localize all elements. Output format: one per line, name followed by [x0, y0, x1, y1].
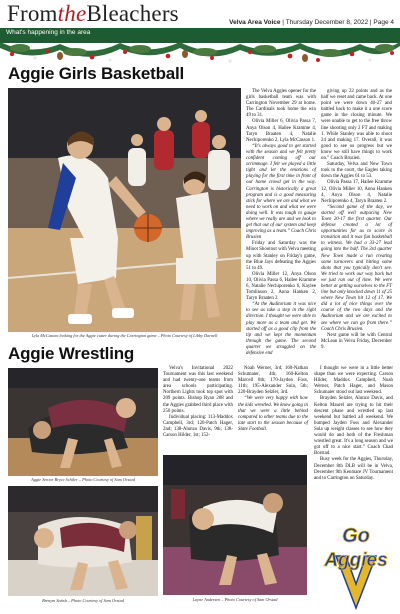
article-paragraph: Next game will be with Central McLean in Velva Friday, December 9. [321, 332, 392, 350]
tagline: What's happening in the area [6, 29, 91, 36]
article-paragraph: Velva's Invitational 2022 Tournament was this last weekend and had twenty-one teams from area schools participating. Northern Lights took top spot with 209 points. Bishop Ryan 208 and the Aggies grabbed third place with 250 points. [163, 366, 233, 414]
go-aggies-logo [316, 520, 396, 610]
article-paragraph: Olivia Miller 6, Olivia Passa 7, Anya Olson 4, Hailee Kramme 4, Taryn Braaten 4, Natalie Nechiporenko 2, Lyla McCasson 1. [246, 119, 316, 143]
wrestling-photo-andersen [163, 455, 307, 595]
basketball-photo-caption: Lyla McCasson looking for the Aggie cutter during the Carrington game – Photo Courtesy of Libby Darnell [31, 333, 218, 338]
article-paragraph: “Second game of the day, we started off well outpacing New Town 20-17 the first quarter. Our defense created a lot of opportunities for us to score in transition and it was fun basketball to witness. We had a 33-27 lead going into the half. The 3rd quarter New Town made a run creating some turnovers and hitting some shots that you typically don't see. We tried to work our way back but we just ran out of time. We were better at getting ourselves to the FT line but only knocked down 11 of 25 where New Town hit 12 of 17. We did a lot of nice things over the course of the two days and the Auditorium and we are excited to see where we can go from there.” Coach Chris Brusien. [321, 204, 392, 332]
article-paragraph: Olivia Passa 17, Hailee Kramme 12, Olivia Miller 10, Anna Hanken 4, Anya Olson 4, Natalie Nechiporenko 4, Taryn Braaten 2. [321, 180, 392, 204]
article-paragraph: Friday and Saturday was the Minot Shootout with Velva meeting up with Stanley on Friday's game, the Blue Jays defeating the Aggies 51 to 49. [246, 241, 317, 271]
article-paragraph: “We were very happy with how the kids wrestled. We know going in that we were a little behind compared to other teams due to the late start to the season because of State Football. [238, 396, 308, 432]
section-title: FromtheBleachers [7, 1, 179, 26]
garland-decoration [0, 34, 400, 66]
wrestling-photo-schiler [8, 368, 158, 476]
article-paragraph: The Velva Aggies opener for the girls basketball team was with Carrington November 29 at home. The Cardinals took home the win 49 to 31. [246, 89, 316, 119]
article-paragraph: Brayden Selzler, Alonzo Davis, and Kelton Maurel are trying to hit their descent phase and wrestled up last weekend but battled all weekend. We bumped Jayden Foss and Alexander Sola up weight classes to see how they would do and both of the Freshman wrestled great. It's a long season and we got off to a nice start.” Coach Chad Borstad. [314, 396, 393, 457]
basketball-heading: Aggie Girls Basketball [8, 64, 185, 83]
article-paragraph: “It's always good to get started with the season and we felt pretty confident coming off our scrimmage. I felt we played a little tight and let the emotions of playing for the first time in front of our home crowd get in the way. Carrington is historically a great program and is a good measuring stick for where we are and what we need to work on and what we were doing well. It was tough to gauge where we really are and we look to get that out of our system and keep improving as a team.” Coach Chris Brusien [246, 143, 316, 241]
article-paragraph: Busy week for the Aggies, Thursday, December 8th DLB will be in Velva, December 9th Kenmare JV Tournament and to Carrington on Saturday. [314, 457, 393, 481]
paper-name: Velva Area Voice [229, 19, 281, 26]
page-number: Page 4 [373, 19, 394, 26]
wrestling-photo-satish [8, 486, 158, 596]
issue-info: Velva Area Voice | Thursday December 8, 2022 | Page 4 [229, 19, 394, 26]
logo-go: Go [342, 525, 370, 547]
article-paragraph: I thought we were in a little better shape than we were expecting. Carson Hilder, Maddox Campbell, Noah Werner, Patch Hager, and Mason Schumaier stood out last weekend. [314, 366, 393, 396]
basketball-photo [8, 88, 241, 332]
article-paragraph: giving up 22 points and as the half we reset and came back. At one point we were down 40-27 and battled back to make it a one score game in the closing minute. We were unable to get to the free throw line shooting only 2 FT and making 1. While Stanley was able to shoot 24 and making 17. Overall, it was good to see us progress but we know we still have things to work on.” Coach Brusien. [321, 89, 392, 162]
masthead [0, 0, 400, 66]
article-paragraph: Noah Werner, 3rd; 160-Nathan Schumaier, 4th; 160-Kelton Marcell 8th; 170-Jayden Foss, 11th; 195-Alexander Sola, 5th; 220-Brayden Selzler, 3rd. [238, 366, 308, 396]
basketball-column-1 [246, 89, 317, 357]
wrestling-column-3 [314, 366, 393, 516]
basketball-column-2 [321, 89, 392, 350]
wrestling-heading: Aggie Wrestling [8, 344, 135, 363]
article-paragraph: Individual placing: 113-Maddox Campbell, 3rd; 120-Patch Hager, 2nd; 138-Alonzo Davis, 9th; 138-Carson Hilder, 1st; 152- [163, 414, 233, 439]
wrestling-photo1-caption: Aggie Senior Bryce Schiler – Photo Courtesy of Sam Orstad [31, 477, 135, 482]
logo-aggies: Aggies [324, 550, 388, 571]
wrestling-column-2 [238, 366, 308, 452]
article-paragraph: Saturday, Velva and New Town took to the court, the Eagles taking down the Aggies 61 to 53. [321, 162, 392, 180]
wrestling-photo3-caption: Layne Andersen – Photo Courtesy of Sam Orstad [192, 597, 278, 602]
issue-date: Thursday December 8, 2022 [285, 19, 369, 26]
article-paragraph: “At the Auditorium it was nice to see us take a step in the right direction. I thought we were able to play more as a team and get. We started off as a good clip from the tip and we kept the momentum through the game. The second quarter we struggled on the defensive end [246, 302, 316, 357]
wrestling-photo2-caption: Brenym Satish – Photo Courtesy of Sam Orstad [42, 598, 124, 603]
article-paragraph: Olivia Miller 12, Anya Olson 10, Olivia Passa 6, Hailee Kramme 6, Natalie Nechiporenko 6, Kaylee Tomlinson 2, Anna Hanken 2, Taryn Braaten 2. [246, 271, 316, 302]
wrestling-column-1 [163, 366, 233, 452]
